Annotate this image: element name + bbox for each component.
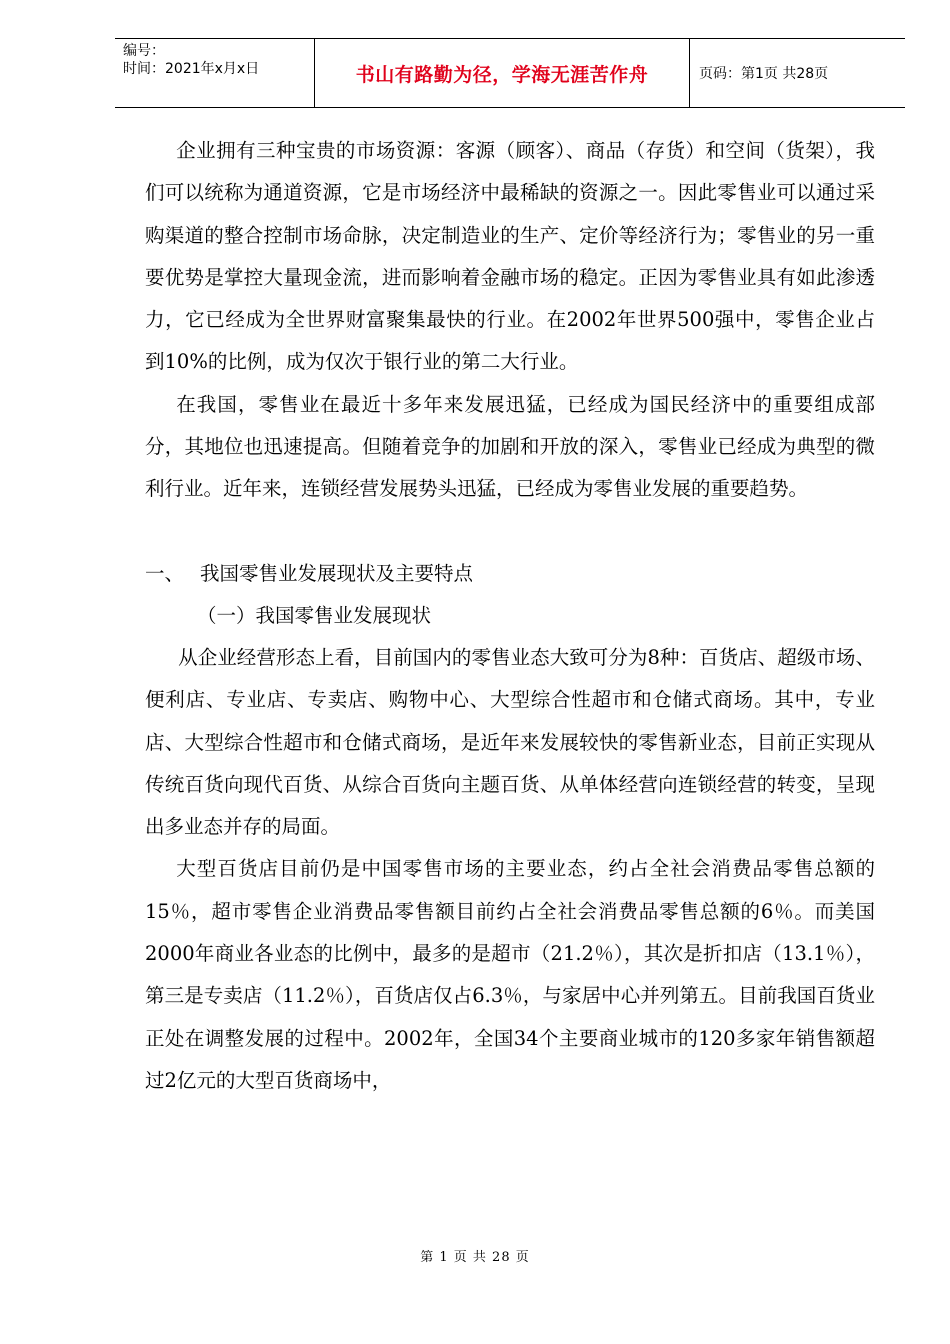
subsection-heading-1: （一）我国零售业发展现状 (197, 603, 432, 627)
body-paragraph-2: 在我国，零售业在最近十多年来发展迅猛，已经成为国民经济中的重要组成部分，其地位也迅速提高。但随着竞争的加剧和开放的深入，零售业已经成为典型的微利行业。近年来，连锁经营发展势头迅猛，已经成为零售业发展的重要趋势。 (145, 392, 875, 501)
body-paragraph-3: 从企业经营形态上看，目前国内的零售业态大致可分为8种：百货店、超级市场、便利店、专业店、专卖店、购物中心、大型综合性超市和仓储式商场。其中，专业店、大型综合性超市和仓储式商场，是近年来发展较快的零售新业态，目前正实现从传统百货向现代百货、从综合百货向主题百货、从单体经营向连锁经营的转变，呈现出多业态并存的局面。 (145, 645, 875, 839)
section-title: 我国零售业发展现状及主要特点 (200, 561, 474, 585)
body-paragraph-1: 企业拥有三种宝贵的市场资源：客源（顾客）、商品（存货）和空间（货架），我们可以统称为通道资源，它是市场经济中最稀缺的资源之一。因此零售业可以通过采购渠道的整合控制市场命脉，决定制造业的生产、定价等经济行为；零售业的另一重要优势是掌控大量现金流，进而影响着金融市场的稳定。正因为零售业具有如此渗透力，它已经成为全世界财富聚集最快的行业。在2002年世界500强中，零售企业占到10%的比例，成为仅次于银行业的第二大行业。 (145, 139, 875, 374)
header-time-label: 时间：2021年x月x日 (123, 61, 260, 77)
header-meta (115, 39, 315, 107)
section-number: 一、 (145, 561, 185, 585)
header-number-label: 编号： (123, 43, 165, 59)
document-body (145, 130, 875, 1102)
section-heading-1 (145, 553, 875, 595)
page-header (115, 38, 905, 108)
header-page-info: 页码：第1页 共28页 (699, 66, 829, 82)
page-footer: 第 1 页 共 28 页 (420, 1250, 530, 1265)
header-motto: 书山有路勤为径，学海无涯苦作舟 (315, 39, 690, 107)
body-paragraph-4: 大型百货店目前仍是中国零售市场的主要业态，约占全社会消费品零售总额的15％，超市零售企业消费品零售额目前约占全社会消费品零售总额的6％。而美国2000年商业各业态的比例中，最多的是超市（21.2％），其次是折扣店（13.1％），第三是专卖店（11.2％），百货店仅占6.3％，与家居中心并列第五。目前我国百货业正处在调整发展的过程中。2002年，全国34个主要商业城市的120多家年销售额超过2亿元的大型百货商场中， (145, 857, 875, 1092)
